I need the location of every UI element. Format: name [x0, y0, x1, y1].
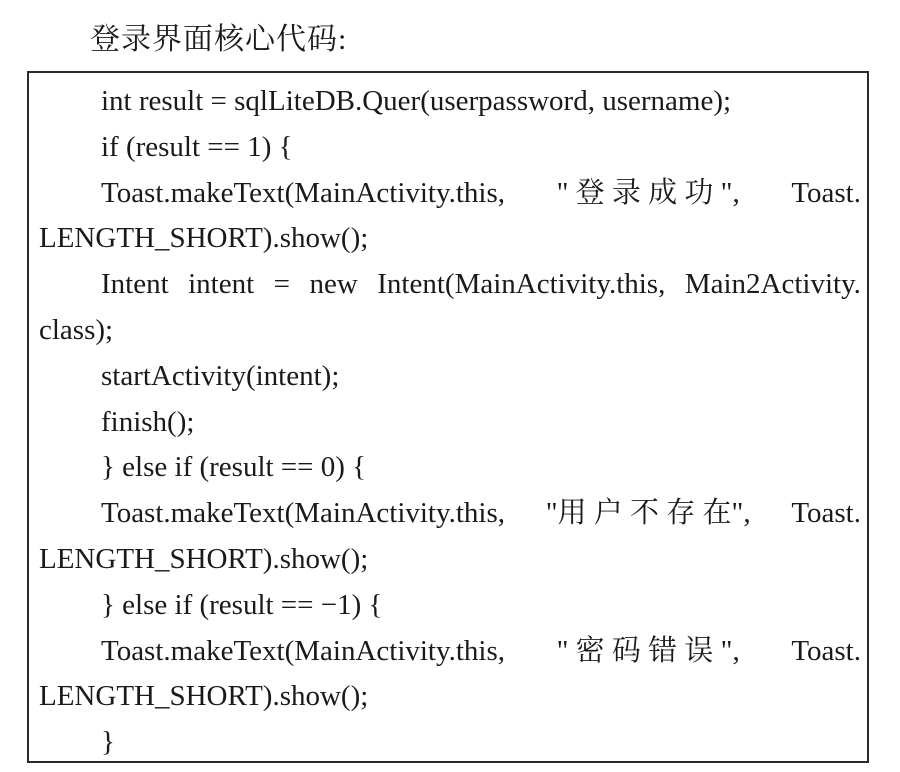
code-line-4: LENGTH_SHORT).show();: [39, 222, 369, 255]
code-token: Toast.: [791, 634, 861, 667]
code-line-12: } else if (result == −1) {: [101, 588, 383, 621]
code-line-1: int result = sqlLiteDB.Quer(userpassword, username);: [101, 85, 732, 117]
code-token: Toast.: [791, 497, 861, 530]
code-line-13: [39, 629, 861, 675]
code-listing-box: [27, 71, 869, 763]
code-line-7: startActivity(intent);: [101, 359, 340, 392]
code-string-literal: " 登 录 成 功 ",: [556, 176, 740, 209]
code-token: Toast.: [791, 176, 861, 209]
code-lines: [39, 79, 861, 766]
code-token: new: [309, 268, 358, 301]
section-caption: 登录界面核心代码:: [90, 23, 348, 56]
code-line-10: [39, 491, 861, 537]
code-token: intent: [188, 268, 255, 301]
code-line-9: } else if (result == 0) {: [101, 451, 367, 484]
code-token: Intent(MainActivity.this,: [377, 268, 666, 301]
code-line-11: LENGTH_SHORT).show();: [39, 542, 369, 575]
code-token: Toast.makeText(MainActivity.this,: [101, 634, 506, 667]
code-token: Toast.makeText(MainActivity.this,: [101, 497, 506, 530]
code-line-5: [39, 262, 861, 308]
code-token: Intent: [101, 268, 169, 301]
code-line-14: LENGTH_SHORT).show();: [39, 680, 369, 713]
code-line-8: finish();: [101, 405, 195, 438]
code-string-literal: " 密 码 错 误 ",: [556, 634, 740, 667]
code-line-2: if (result == 1) {: [101, 130, 293, 163]
code-line-6: class);: [39, 313, 114, 346]
code-line-15: }: [101, 726, 115, 759]
code-token: Main2Activity.: [684, 268, 861, 301]
code-string-literal: "用 户 不 存 在",: [545, 497, 751, 530]
code-token: =: [273, 268, 290, 301]
code-line-3: [39, 171, 861, 217]
code-token: Toast.makeText(MainActivity.this,: [101, 176, 506, 209]
